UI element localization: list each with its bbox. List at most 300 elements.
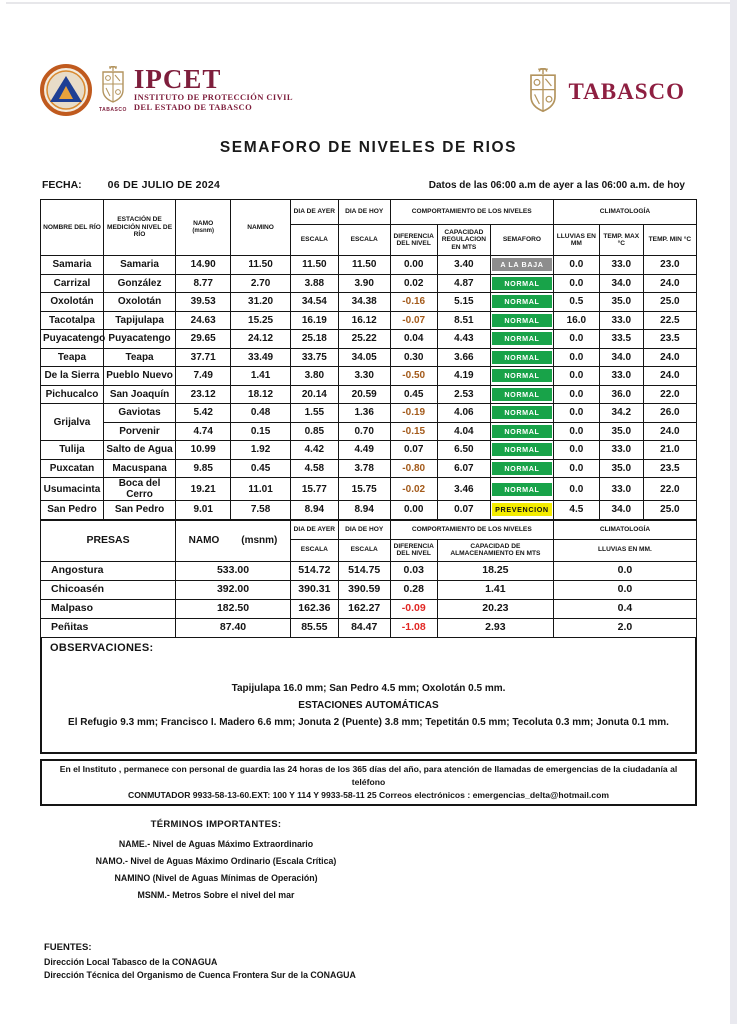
- col-header-comportamiento: COMPORTAMIENTO DE LOS NIVELES: [390, 200, 553, 225]
- lluvias-cell: 0.0: [553, 256, 599, 275]
- col-header-escala-ayer: ESCALA: [290, 225, 338, 256]
- lluvias-cell: 0.0: [553, 441, 599, 460]
- semaforo-status-badge: NORMAL: [492, 277, 552, 290]
- semaforo-status-badge: NORMAL: [492, 369, 552, 382]
- presa-lluvias-cell: 0.0: [553, 580, 696, 599]
- escala-ayer-cell: 11.50: [290, 256, 338, 275]
- station-cell: Pueblo Nuevo: [103, 367, 175, 386]
- namo-cell: 5.42: [176, 404, 231, 423]
- semaforo-cell: [490, 367, 553, 386]
- ipcet-title: IPCET: [133, 64, 222, 94]
- rivers-table-body: [41, 256, 697, 520]
- namino-cell: 0.45: [231, 459, 291, 478]
- escala-hoy-cell: 3.90: [338, 274, 390, 293]
- proteccion-civil-emblem-icon: [40, 64, 92, 121]
- escala-ayer-cell: 15.77: [290, 478, 338, 501]
- fecha-row: [40, 179, 697, 191]
- temp-max-cell: 36.0: [599, 385, 643, 404]
- col-header-capacidad: CAPACIDAD REGULACION EN MTS: [437, 225, 490, 256]
- semaforo-cell: [490, 256, 553, 275]
- river-name-cell: Teapa: [41, 348, 104, 367]
- col-header-presas: PRESAS: [41, 520, 176, 561]
- col-header-dia-hoy: DIA DE HOY: [338, 200, 390, 225]
- temp-min-cell: 23.5: [643, 459, 696, 478]
- semaforo-status-badge: NORMAL: [492, 443, 552, 456]
- data-range-label: Datos de las 06:00 a.m de ayer a las 06:00 a.m. de hoy: [428, 180, 685, 191]
- escala-hoy-cell: 34.05: [338, 348, 390, 367]
- presa-diferencia-cell: 0.03: [390, 561, 437, 580]
- semaforo-cell: [490, 501, 553, 520]
- diferencia-cell: 0.00: [390, 256, 437, 275]
- station-cell: Macuspana: [103, 459, 175, 478]
- tabasco-crest-small-icon: [100, 66, 126, 106]
- temp-min-cell: 22.0: [643, 385, 696, 404]
- diferencia-cell: -0.02: [390, 478, 437, 501]
- diferencia-cell: 0.04: [390, 330, 437, 349]
- presa-row: [41, 618, 697, 637]
- semaforo-cell: [490, 293, 553, 312]
- namo-cell: 9.85: [176, 459, 231, 478]
- col-header-dia-ayer: DIA DE AYER: [290, 200, 338, 225]
- col-header-semaforo: SEMAFORO: [490, 225, 553, 256]
- capacidad-cell: 6.07: [437, 459, 490, 478]
- temp-max-cell: 35.0: [599, 293, 643, 312]
- temp-min-cell: 25.0: [643, 501, 696, 520]
- namino-cell: 11.01: [231, 478, 291, 501]
- river-name-cell: Pichucalco: [41, 385, 104, 404]
- escala-hoy-cell: 25.22: [338, 330, 390, 349]
- semaforo-status-badge: A LA BAJA: [492, 258, 552, 271]
- escala-hoy-cell: 20.59: [338, 385, 390, 404]
- station-cell: González: [103, 274, 175, 293]
- col-header-temp-min: TEMP. MIN °C: [643, 225, 696, 256]
- presa-escala-hoy-cell: 162.27: [338, 599, 390, 618]
- temp-max-cell: 34.0: [599, 501, 643, 520]
- namo-unit-label: (msnm): [192, 227, 214, 234]
- escala-hoy-cell: 15.75: [338, 478, 390, 501]
- presas-col-dia-hoy: DIA DE HOY: [338, 520, 390, 539]
- temp-min-cell: 23.5: [643, 330, 696, 349]
- col-header-estacion: ESTACIÓN DE MEDICIÓN NIVEL DE RÍO: [103, 200, 175, 256]
- diferencia-cell: -0.80: [390, 459, 437, 478]
- semaforo-cell: [490, 274, 553, 293]
- temp-max-cell: 35.0: [599, 459, 643, 478]
- namo-cell: 7.49: [176, 367, 231, 386]
- capacidad-cell: 3.46: [437, 478, 490, 501]
- presa-lluvias-cell: 2.0: [553, 618, 696, 637]
- observaciones-line-3: El Refugio 9.3 mm; Francisco I. Madero 6.6 mm; Jonuta 2 (Puente) 3.8 mm; Tepetitán 0.5 mm; Tecoluta 0.3 mm; Jonuta 0.1 mm.: [68, 716, 669, 728]
- river-name-cell: Samaria: [41, 256, 104, 275]
- observaciones-line-1: Tapijulapa 16.0 mm; San Pedro 4.5 mm; Oxolotán 0.5 mm.: [231, 682, 506, 694]
- term-item-namino: NAMINO (Nivel de Aguas Mínimas de Operación): [114, 872, 318, 883]
- escala-hoy-cell: 1.36: [338, 404, 390, 423]
- capacidad-cell: 4.43: [437, 330, 490, 349]
- presa-escala-ayer-cell: 514.72: [290, 561, 338, 580]
- river-row: [41, 256, 697, 275]
- namo-cell: 37.71: [176, 348, 231, 367]
- river-row: [41, 367, 697, 386]
- presa-capacidad-cell: 1.41: [437, 580, 553, 599]
- ipcet-logo-group: [40, 64, 293, 121]
- presa-name-cell: Peñitas: [41, 618, 176, 637]
- semaforo-cell: [490, 311, 553, 330]
- temp-max-cell: 33.0: [599, 311, 643, 330]
- presa-namo-cell: 87.40: [176, 618, 291, 637]
- presas-col-escala-hoy: ESCALA: [338, 539, 390, 561]
- presa-name-cell: Angostura: [41, 561, 176, 580]
- presa-lluvias-cell: 0.0: [553, 561, 696, 580]
- term-item-msnm: MSNM.- Metros Sobre el nivel del mar: [137, 889, 295, 900]
- lluvias-cell: 0.0: [553, 404, 599, 423]
- escala-hoy-cell: 34.38: [338, 293, 390, 312]
- namo-cell: 9.01: [176, 501, 231, 520]
- river-row: [41, 441, 697, 460]
- notice-line-1: En el Instituto , permanece con personal de guardia las 24 horas de los 365 días del año, para atención de llamadas de emergencias de la ciudadanía al teléfono: [59, 763, 678, 787]
- col-header-namino: NAMINO: [231, 200, 291, 256]
- river-row: [41, 404, 697, 423]
- namino-cell: 18.12: [231, 385, 291, 404]
- semaforo-status-badge: NORMAL: [492, 332, 552, 345]
- escala-ayer-cell: 16.19: [290, 311, 338, 330]
- namo-cell: 10.99: [176, 441, 231, 460]
- col-header-temp-max: TEMP. MAX °C: [599, 225, 643, 256]
- namino-cell: 7.58: [231, 501, 291, 520]
- escala-ayer-cell: 3.88: [290, 274, 338, 293]
- temp-max-cell: 33.0: [599, 441, 643, 460]
- capacidad-cell: 5.15: [437, 293, 490, 312]
- capacidad-cell: 4.06: [437, 404, 490, 423]
- presas-table-body: [41, 561, 697, 637]
- semaforo-status-badge: NORMAL: [492, 295, 552, 308]
- temp-max-cell: 34.2: [599, 404, 643, 423]
- col-header-presas-namo: [176, 520, 291, 561]
- station-cell: Tapijulapa: [103, 311, 175, 330]
- capacidad-cell: 3.40: [437, 256, 490, 275]
- river-row: [41, 274, 697, 293]
- ipcet-wordmark: [134, 66, 293, 112]
- fecha-label: FECHA:: [42, 179, 82, 191]
- presas-namo-unit-label: (msnm): [241, 534, 278, 546]
- col-header-escala-hoy: ESCALA: [338, 225, 390, 256]
- presas-col-dia-ayer: DIA DE AYER: [290, 520, 338, 539]
- namino-cell: 1.41: [231, 367, 291, 386]
- lluvias-cell: 0.5: [553, 293, 599, 312]
- namino-cell: 2.70: [231, 274, 291, 293]
- presas-col-comportamiento: COMPORTAMIENTO DE LOS NIVELES: [390, 520, 553, 539]
- presa-lluvias-cell: 0.4: [553, 599, 696, 618]
- presa-escala-ayer-cell: 162.36: [290, 599, 338, 618]
- semaforo-status-badge: PREVENCION: [492, 503, 552, 516]
- diferencia-cell: 0.00: [390, 501, 437, 520]
- semaforo-cell: [490, 422, 553, 441]
- semaforo-cell: [490, 385, 553, 404]
- station-cell: San Pedro: [103, 501, 175, 520]
- tabasco-logo-group: [523, 68, 686, 116]
- escala-hoy-cell: 11.50: [338, 256, 390, 275]
- escala-ayer-cell: 20.14: [290, 385, 338, 404]
- lluvias-cell: 0.0: [553, 367, 599, 386]
- lluvias-cell: 0.0: [553, 459, 599, 478]
- river-name-cell: Puyacatengo: [41, 330, 104, 349]
- semaforo-cell: [490, 459, 553, 478]
- diferencia-cell: 0.07: [390, 441, 437, 460]
- escala-ayer-cell: 0.85: [290, 422, 338, 441]
- temp-min-cell: 23.0: [643, 256, 696, 275]
- escala-ayer-cell: 25.18: [290, 330, 338, 349]
- fuentes-title: FUENTES:: [44, 941, 92, 953]
- lluvias-cell: 0.0: [553, 348, 599, 367]
- diferencia-cell: -0.16: [390, 293, 437, 312]
- lluvias-cell: 0.0: [553, 330, 599, 349]
- river-name-cell: San Pedro: [41, 501, 104, 520]
- escala-hoy-cell: 3.30: [338, 367, 390, 386]
- river-name-cell: Oxolotán: [41, 293, 104, 312]
- temp-max-cell: 33.0: [599, 367, 643, 386]
- escala-ayer-cell: 4.42: [290, 441, 338, 460]
- col-header-climatologia: CLIMATOLOGÍA: [553, 200, 696, 225]
- station-cell: Puyacatengo: [103, 330, 175, 349]
- station-cell: Boca del Cerro: [103, 478, 175, 501]
- observaciones-line-2: ESTACIONES AUTOMÁTICAS: [298, 699, 439, 711]
- lluvias-cell: 0.0: [553, 385, 599, 404]
- diferencia-cell: 0.30: [390, 348, 437, 367]
- temp-max-cell: 33.0: [599, 478, 643, 501]
- river-name-cell: Carrizal: [41, 274, 104, 293]
- river-name-cell: Tulija: [41, 441, 104, 460]
- river-row: [41, 330, 697, 349]
- presas-table: [40, 520, 697, 638]
- fuente-item-2: Dirección Técnica del Organismo de Cuenca Frontera Sur de la CONAGUA: [44, 969, 356, 980]
- escala-hoy-cell: 16.12: [338, 311, 390, 330]
- rivers-table: [40, 199, 697, 520]
- temp-max-cell: 34.0: [599, 274, 643, 293]
- presas-col-lluvias: LLUVIAS EN MM.: [553, 539, 696, 561]
- observaciones-title: OBSERVACIONES:: [50, 641, 154, 654]
- semaforo-cell: [490, 441, 553, 460]
- diferencia-cell: -0.19: [390, 404, 437, 423]
- escala-hoy-cell: 3.78: [338, 459, 390, 478]
- fuentes-section: [44, 942, 697, 982]
- presas-col-escala-ayer: ESCALA: [290, 539, 338, 561]
- capacidad-cell: 4.19: [437, 367, 490, 386]
- escala-hoy-cell: 0.70: [338, 422, 390, 441]
- river-name-cell: Usumacinta: [41, 478, 104, 501]
- river-row: [41, 478, 697, 501]
- namino-cell: 0.15: [231, 422, 291, 441]
- presas-namo-label: NAMO: [188, 534, 220, 546]
- presa-name-cell: Chicoasén: [41, 580, 176, 599]
- presas-col-capacidad: CAPACIDAD DE ALMACENAMIENTO EN MTS: [437, 539, 553, 561]
- station-cell: San Joaquín: [103, 385, 175, 404]
- semaforo-status-badge: NORMAL: [492, 351, 552, 364]
- temp-min-cell: 22.5: [643, 311, 696, 330]
- lluvias-cell: 4.5: [553, 501, 599, 520]
- lluvias-cell: 0.0: [553, 274, 599, 293]
- namo-cell: 24.63: [176, 311, 231, 330]
- presa-namo-cell: 533.00: [176, 561, 291, 580]
- temp-min-cell: 25.0: [643, 293, 696, 312]
- station-cell: Porvenir: [103, 422, 175, 441]
- crest-small-label: TABASCO: [99, 107, 127, 113]
- station-cell: Samaria: [103, 256, 175, 275]
- presa-escala-hoy-cell: 84.47: [338, 618, 390, 637]
- semaforo-status-badge: NORMAL: [492, 406, 552, 419]
- river-name-cell: Puxcatan: [41, 459, 104, 478]
- presa-row: [41, 580, 697, 599]
- presa-capacidad-cell: 18.25: [437, 561, 553, 580]
- col-header-rio: NOMBRE DEL RÍO: [41, 200, 104, 256]
- temp-min-cell: 22.0: [643, 478, 696, 501]
- station-cell: Gaviotas: [103, 404, 175, 423]
- temp-min-cell: 21.0: [643, 441, 696, 460]
- river-row: [41, 501, 697, 520]
- tabasco-crest-icon: [523, 68, 563, 116]
- temp-max-cell: 35.0: [599, 422, 643, 441]
- emergency-notice-box: [40, 759, 697, 806]
- presas-col-climatologia: CLIMATOLOGÍA: [553, 520, 696, 539]
- diferencia-cell: -0.07: [390, 311, 437, 330]
- namino-cell: 15.25: [231, 311, 291, 330]
- river-row: [41, 293, 697, 312]
- capacidad-cell: 8.51: [437, 311, 490, 330]
- presas-table-header: [41, 520, 697, 561]
- lluvias-cell: 0.0: [553, 478, 599, 501]
- escala-ayer-cell: 4.58: [290, 459, 338, 478]
- presa-row: [41, 599, 697, 618]
- namo-cell: 8.77: [176, 274, 231, 293]
- namino-cell: 0.48: [231, 404, 291, 423]
- header-logos: [40, 64, 697, 126]
- diferencia-cell: 0.02: [390, 274, 437, 293]
- temp-max-cell: 33.0: [599, 256, 643, 275]
- escala-ayer-cell: 1.55: [290, 404, 338, 423]
- capacidad-cell: 2.53: [437, 385, 490, 404]
- presa-namo-cell: 182.50: [176, 599, 291, 618]
- semaforo-cell: [490, 478, 553, 501]
- observaciones-lines: [50, 680, 687, 731]
- term-item-name: NAME.- Nivel de Aguas Máximo Extraordinario: [118, 838, 314, 849]
- presa-diferencia-cell: -0.09: [390, 599, 437, 618]
- presa-row: [41, 561, 697, 580]
- escala-ayer-cell: 33.75: [290, 348, 338, 367]
- temp-min-cell: 24.0: [643, 422, 696, 441]
- col-header-lluvias: LLUVIAS EN MM: [553, 225, 599, 256]
- terms-section: [56, 819, 376, 904]
- temp-min-cell: 26.0: [643, 404, 696, 423]
- presa-namo-cell: 392.00: [176, 580, 291, 599]
- terms-title: TÉRMINOS IMPORTANTES:: [150, 818, 282, 830]
- namino-cell: 24.12: [231, 330, 291, 349]
- namo-cell: 29.65: [176, 330, 231, 349]
- river-row: [41, 459, 697, 478]
- semaforo-status-badge: NORMAL: [492, 462, 552, 475]
- lluvias-cell: 0.0: [553, 422, 599, 441]
- escala-ayer-cell: 34.54: [290, 293, 338, 312]
- namino-cell: 11.50: [231, 256, 291, 275]
- station-cell: Salto de Agua: [103, 441, 175, 460]
- semaforo-status-badge: NORMAL: [492, 314, 552, 327]
- presa-diferencia-cell: 0.28: [390, 580, 437, 599]
- lluvias-cell: 16.0: [553, 311, 599, 330]
- namo-cell: 4.74: [176, 422, 231, 441]
- fecha-value: 06 DE JULIO DE 2024: [107, 179, 221, 191]
- diferencia-cell: -0.15: [390, 422, 437, 441]
- observaciones-box: [40, 638, 697, 754]
- presa-escala-hoy-cell: 390.59: [338, 580, 390, 599]
- temp-min-cell: 24.0: [643, 274, 696, 293]
- capacidad-cell: 3.66: [437, 348, 490, 367]
- temp-min-cell: 24.0: [643, 367, 696, 386]
- semaforo-status-badge: NORMAL: [492, 388, 552, 401]
- presa-escala-ayer-cell: 85.55: [290, 618, 338, 637]
- temp-max-cell: 33.5: [599, 330, 643, 349]
- river-name-cell: Grijalva: [41, 404, 104, 441]
- term-item-namo: NAMO.- Nivel de Aguas Máximo Ordinario (Escala Crítica): [95, 855, 337, 866]
- presa-escala-hoy-cell: 514.75: [338, 561, 390, 580]
- page-title: SEMAFORO DE NIVELES DE RIOS: [219, 139, 518, 156]
- river-name-cell: Tacotalpa: [41, 311, 104, 330]
- namo-cell: 14.90: [176, 256, 231, 275]
- tabasco-crest-small: [99, 66, 127, 113]
- col-header-namo: [176, 200, 231, 256]
- capacidad-cell: 4.04: [437, 422, 490, 441]
- escala-hoy-cell: 4.49: [338, 441, 390, 460]
- namino-cell: 31.20: [231, 293, 291, 312]
- temp-min-cell: 24.0: [643, 348, 696, 367]
- presa-capacidad-cell: 20.23: [437, 599, 553, 618]
- namo-cell: 23.12: [176, 385, 231, 404]
- ipcet-subtitle-2: DEL ESTADO DE TABASCO: [133, 102, 253, 112]
- semaforo-cell: [490, 330, 553, 349]
- escala-ayer-cell: 3.80: [290, 367, 338, 386]
- presas-col-diferencia: DIFERENCIA DEL NIVEL: [390, 539, 437, 561]
- notice-line-2: CONMUTADOR 9933-58-13-60.EXT: 100 Y 114 Y 9933-58-11 25 Correos electrónicos : emergencias_delta@hotmail.com: [128, 789, 609, 800]
- tabasco-wordmark: TABASCO: [568, 79, 685, 104]
- river-row: [41, 311, 697, 330]
- presa-diferencia-cell: -1.08: [390, 618, 437, 637]
- namino-cell: 1.92: [231, 441, 291, 460]
- escala-ayer-cell: 8.94: [290, 501, 338, 520]
- river-row: [41, 422, 697, 441]
- namo-label: NAMO: [193, 220, 214, 227]
- col-header-diferencia: DIFERENCIA DEL NIVEL: [390, 225, 437, 256]
- semaforo-cell: [490, 404, 553, 423]
- semaforo-cell: [490, 348, 553, 367]
- capacidad-cell: 4.87: [437, 274, 490, 293]
- rivers-table-header: [41, 200, 697, 256]
- temp-max-cell: 34.0: [599, 348, 643, 367]
- fuente-item-1: Dirección Local Tabasco de la CONAGUA: [44, 956, 218, 967]
- diferencia-cell: 0.45: [390, 385, 437, 404]
- presa-escala-ayer-cell: 390.31: [290, 580, 338, 599]
- semaforo-status-badge: NORMAL: [492, 425, 552, 438]
- station-cell: Oxolotán: [103, 293, 175, 312]
- ipcet-subtitle-1: INSTITUTO DE PROTECCIÓN CIVIL: [133, 92, 293, 102]
- river-row: [41, 348, 697, 367]
- diferencia-cell: -0.50: [390, 367, 437, 386]
- presa-name-cell: Malpaso: [41, 599, 176, 618]
- namo-cell: 19.21: [176, 478, 231, 501]
- namo-cell: 39.53: [176, 293, 231, 312]
- river-row: [41, 385, 697, 404]
- semaforo-status-badge: NORMAL: [492, 483, 552, 496]
- capacidad-cell: 0.07: [437, 501, 490, 520]
- namino-cell: 33.49: [231, 348, 291, 367]
- river-name-cell: De la Sierra: [41, 367, 104, 386]
- station-cell: Teapa: [103, 348, 175, 367]
- capacidad-cell: 6.50: [437, 441, 490, 460]
- escala-hoy-cell: 8.94: [338, 501, 390, 520]
